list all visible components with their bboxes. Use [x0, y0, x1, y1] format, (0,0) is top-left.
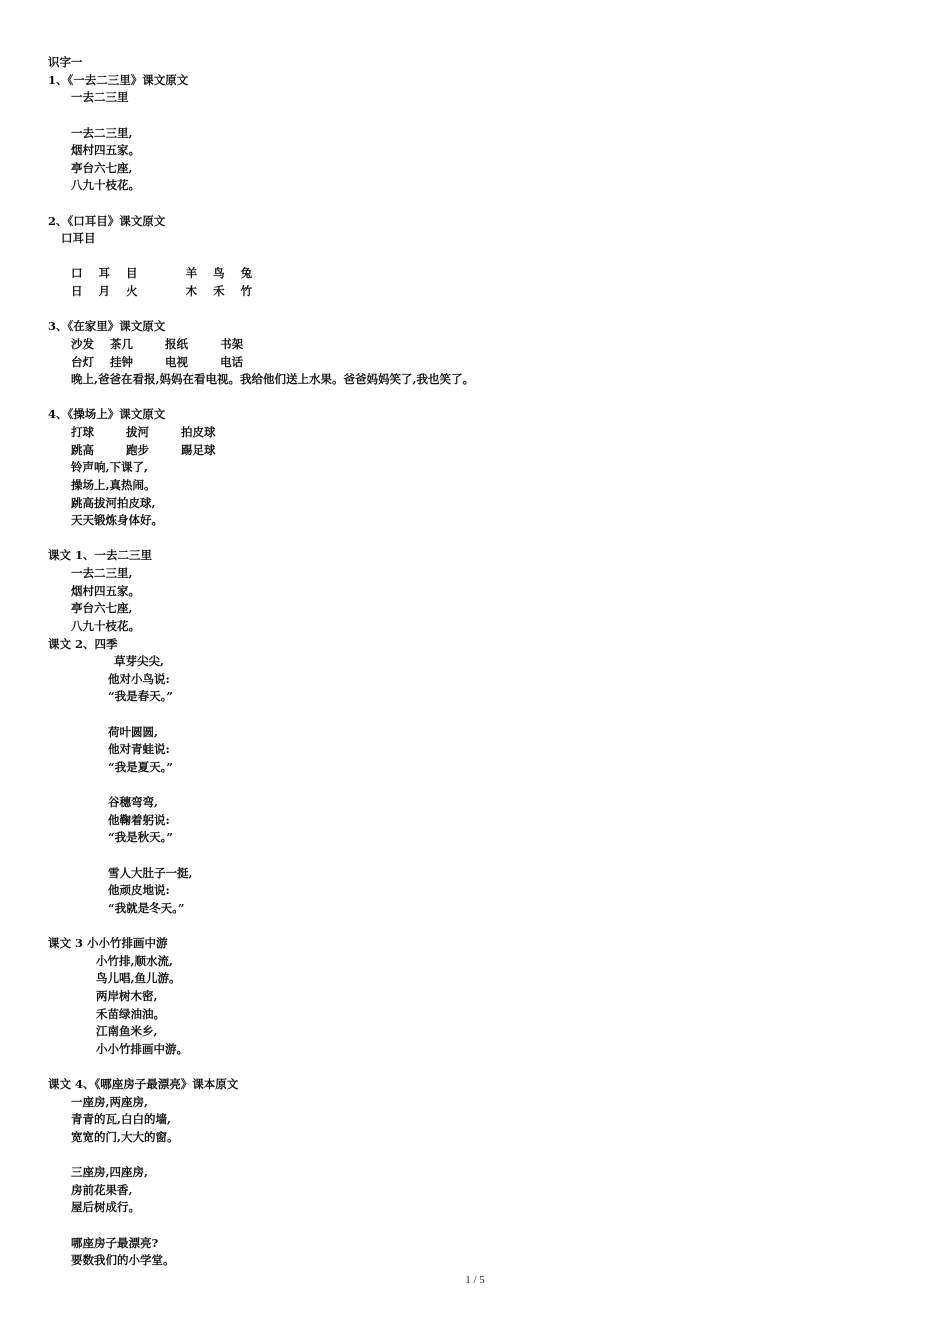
- page-number: 1 / 5: [465, 1274, 485, 1286]
- text-line: 3、《在家里》课文原文: [48, 319, 166, 334]
- text-line: “我是秋天。”: [108, 830, 173, 845]
- text-line: 草芽尖尖,: [114, 654, 165, 669]
- text-line: 口耳目: [61, 231, 96, 246]
- text-line: 禾苗绿油油。: [96, 1006, 165, 1021]
- text-line: 课文 2、四季: [48, 636, 118, 651]
- text-line: 课文 3 小小竹排画中游: [48, 936, 168, 950]
- text-line: 打球 拔河 拍皮球: [71, 425, 216, 439]
- text-line: 铃声响,下课了,: [71, 460, 149, 475]
- text-line: 他对小鸟说:: [108, 671, 170, 686]
- text-line: 谷穗弯弯,: [108, 795, 159, 809]
- text-line: 1、《一去二三里》课文原文: [48, 72, 189, 87]
- text-line: 亭台六七座,: [71, 601, 133, 616]
- text-line: 烟村四五家。: [71, 143, 140, 158]
- text-line: 跳高拔河拍皮球,: [71, 495, 156, 510]
- text-line: 2、《口耳目》课文原文: [48, 213, 166, 228]
- text-line: 三座房,四座房,: [71, 1165, 149, 1180]
- text-line: 口 耳 目 羊 鸟 兔: [71, 266, 253, 281]
- text-line: 课文 1、一去二三里: [48, 548, 153, 563]
- text-line: 台灯 挂钟 电视 电话: [71, 354, 244, 369]
- text-line: 雪人大肚子一挺,: [108, 865, 193, 880]
- text-line: 宽宽的门,大大的窗。: [71, 1129, 179, 1144]
- text-line: 日 月 火 木 禾 竹: [71, 284, 253, 299]
- text-line: “我是春天。”: [108, 689, 173, 704]
- text-line: 跳高 跑步 踢足球: [71, 442, 216, 457]
- text-line: 他对青蛙说:: [108, 742, 170, 757]
- text-line: 八九十枝花。: [71, 178, 140, 193]
- text-line: 两岸树木密,: [96, 988, 158, 1003]
- text-line: 识字一: [48, 55, 83, 69]
- text-line: 鸟儿唱,鱼儿游。: [96, 971, 181, 986]
- text-line: 他顽皮地说:: [108, 883, 170, 898]
- text-line: 小竹排,顺水流,: [96, 953, 174, 968]
- text-line: 天天锻炼身体好。: [71, 513, 163, 528]
- text-line: 一去二三里,: [71, 566, 133, 580]
- text-line: 小小竹排画中游。: [96, 1041, 188, 1056]
- text-line: 哪座房子最漂亮?: [71, 1235, 159, 1250]
- text-line: 屋后树成行。: [71, 1200, 140, 1215]
- text-line: “我就是冬天。”: [108, 900, 185, 915]
- text-line: 课文 4、《哪座房子最漂亮》课本原文: [48, 1077, 239, 1091]
- text-line: 八九十枝花。: [71, 618, 140, 633]
- text-line: 要数我们的小学堂。: [71, 1253, 175, 1268]
- text-line: 他鞠着躬说:: [108, 812, 170, 827]
- text-line: 沙发 茶几 报纸 书架: [71, 336, 244, 351]
- text-line: 亭台六七座,: [71, 160, 133, 175]
- text-line: 烟村四五家。: [71, 583, 140, 598]
- text-line: 荷叶圆圆,: [108, 724, 159, 739]
- text-line: 操场上,真热闹。: [71, 477, 156, 492]
- text-line: 晚上,爸爸在看报,妈妈在看电视。我给他们送上水果。爸爸妈妈笑了,我也笑了。: [71, 372, 475, 387]
- text-line: 4、《操场上》课文原文: [48, 407, 166, 422]
- text-line: 一座房,两座房,: [71, 1094, 149, 1109]
- text-line: 青青的瓦,白白的墙,: [71, 1112, 172, 1127]
- text-line: 江南鱼米乡,: [96, 1024, 158, 1039]
- text-line: 一去二三里,: [71, 125, 133, 140]
- text-line: 房前花果香,: [71, 1182, 133, 1197]
- text-line: “我是夏天。”: [108, 759, 173, 774]
- text-line: 一去二三里: [71, 90, 129, 105]
